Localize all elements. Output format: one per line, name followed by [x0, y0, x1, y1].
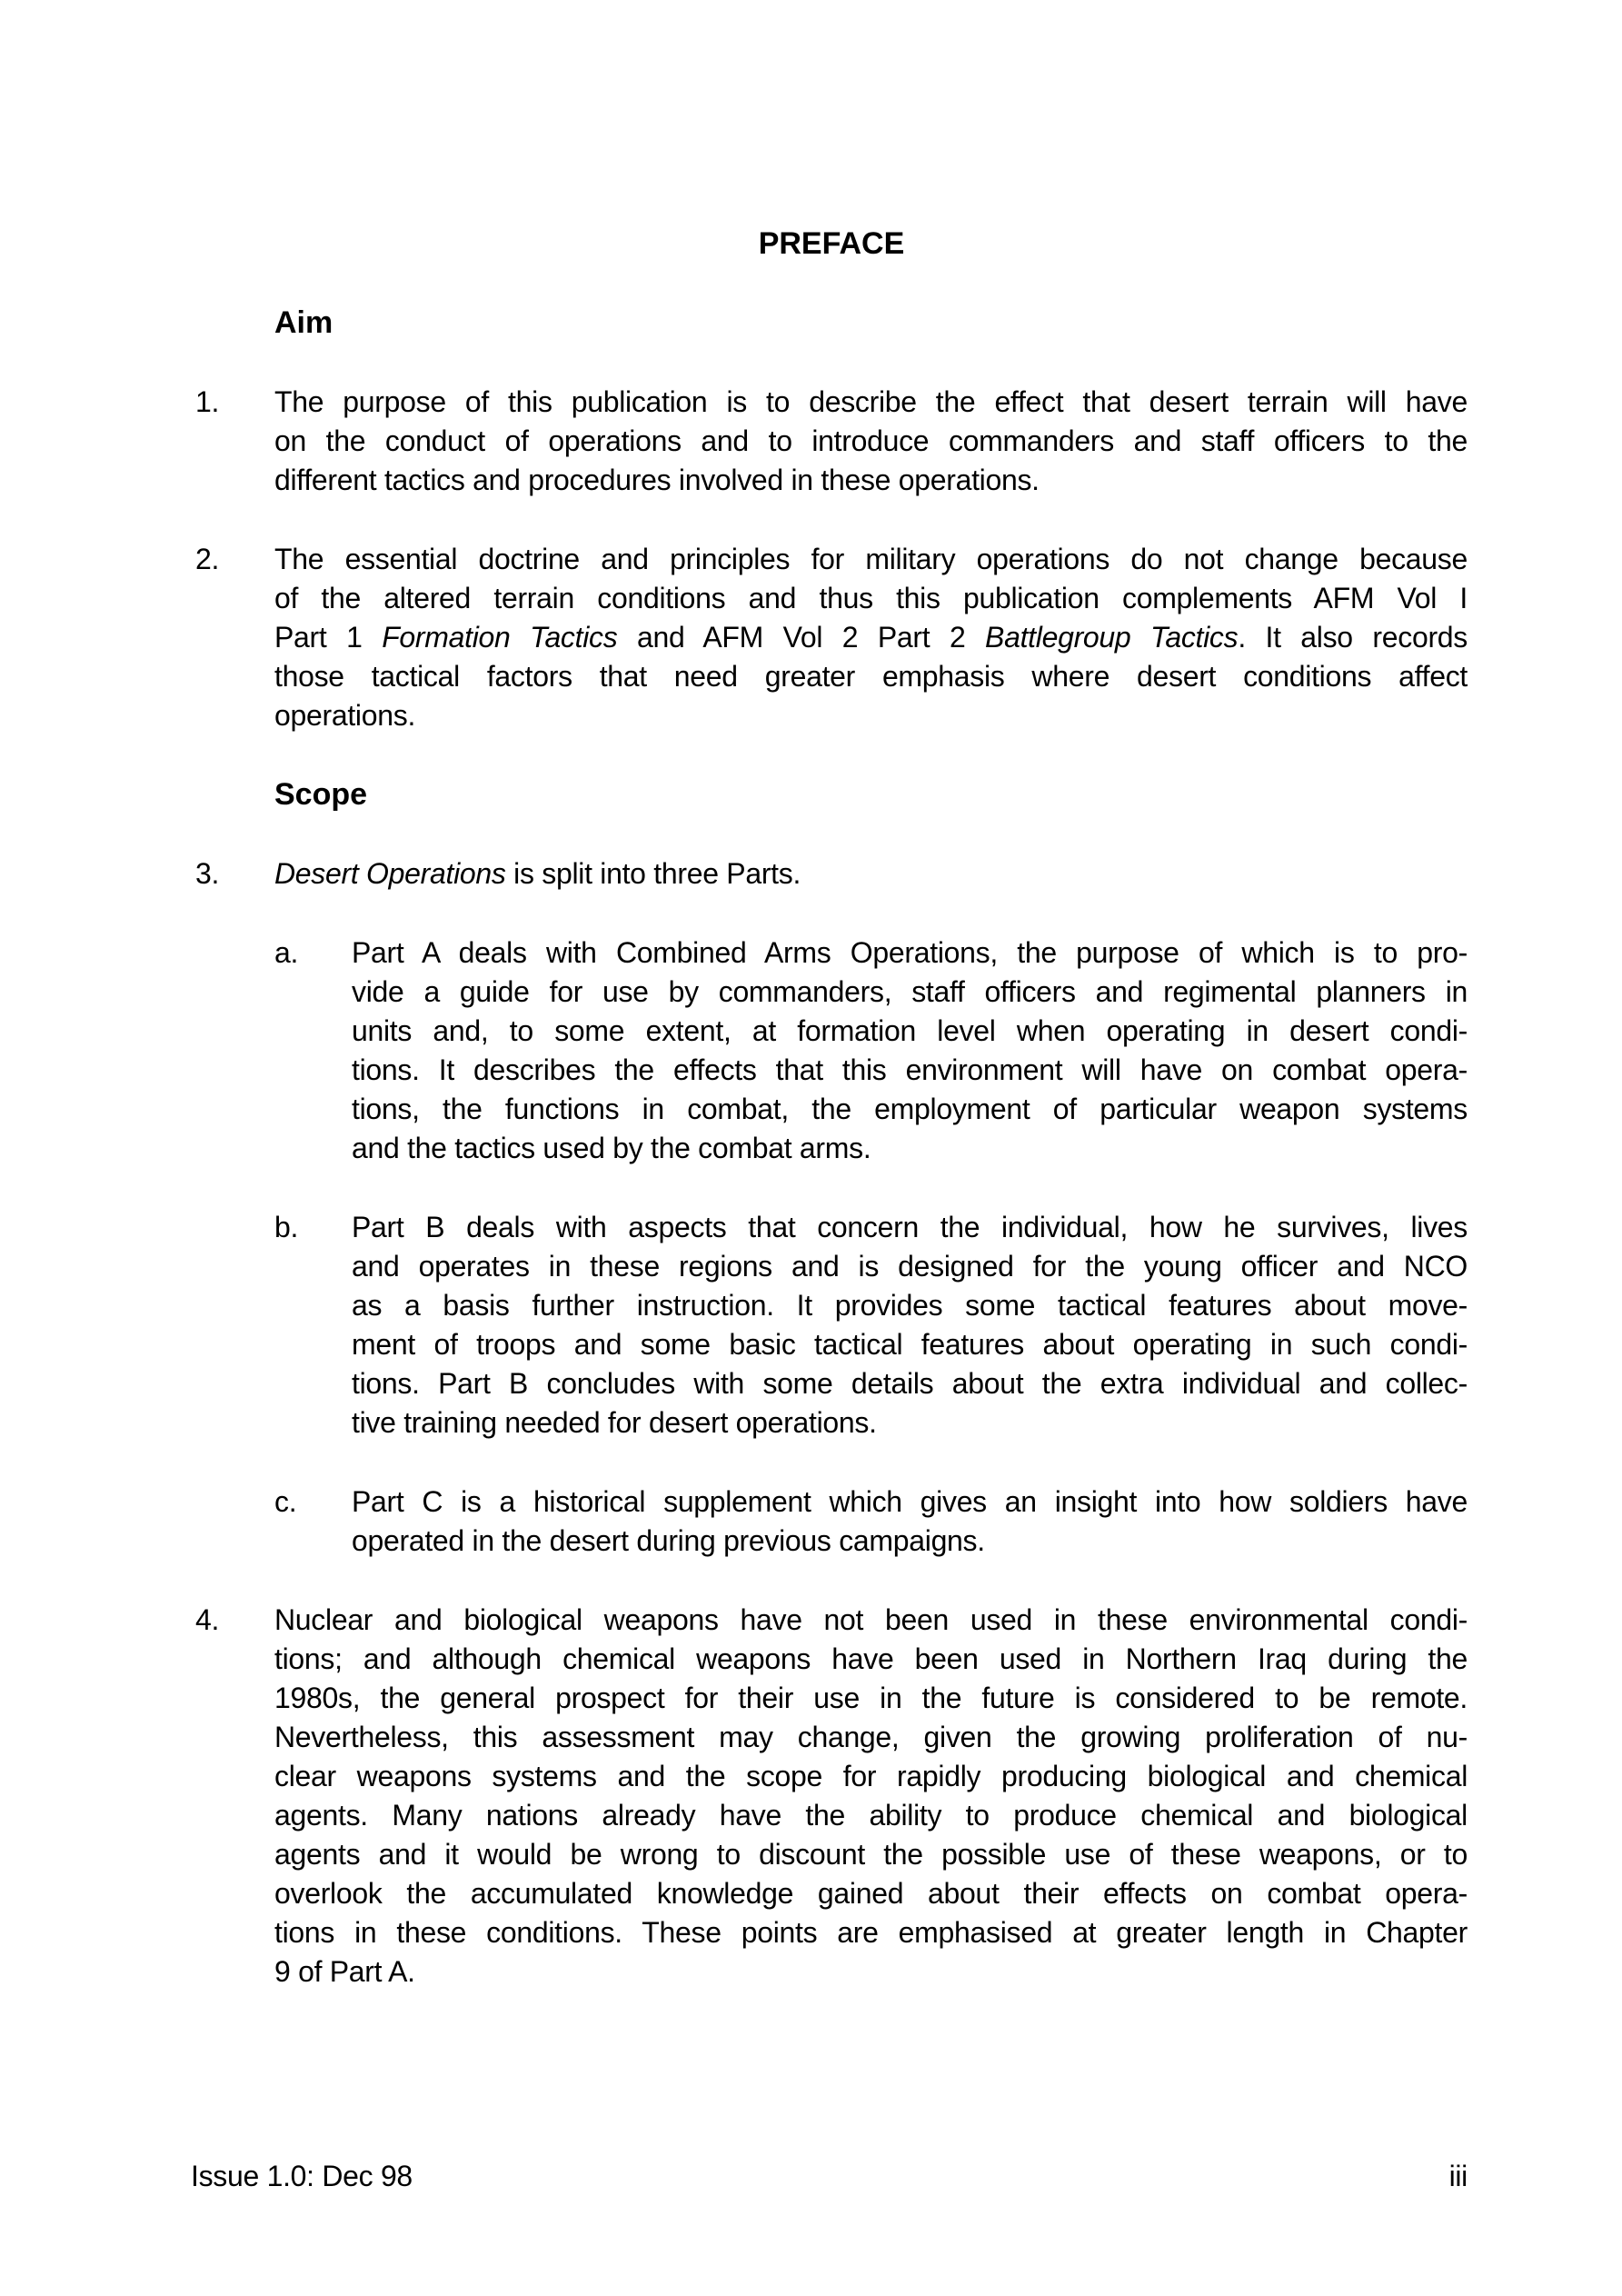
text-line: and the tactics used by the combat arms. [352, 1132, 871, 1164]
text-line: Nevertheless, this assessment may change, given the growing proliferation of nu- [274, 1721, 1468, 1753]
footer-issue-label: Issue 1.0: Dec 98 [191, 2160, 413, 2192]
item-text [274, 854, 1468, 893]
text-line: 1980s, the general prospect for their use in the future is considered to be remote. [274, 1682, 1468, 1714]
page-content [195, 225, 1468, 2031]
item-label: c. [274, 1485, 297, 1518]
text-line: operations. [274, 699, 416, 732]
item-text [274, 540, 1468, 735]
item-text [352, 1208, 1468, 1442]
text-line: and operates in these regions and is designed for the young officer and NCO [352, 1250, 1468, 1283]
item-label: a. [274, 936, 299, 969]
item-text [274, 383, 1468, 500]
item-label: 4. [195, 1603, 220, 1636]
text-line: overlook the accumulated knowledge gained about their effects on combat opera- [274, 1877, 1468, 1910]
text-line: as a basis further instruction. It provides some tactical features about move- [352, 1289, 1468, 1322]
text-line: 9 of Part A. [274, 1955, 415, 1988]
text-line: Part 1 Formation Tactics and AFM Vol 2 Part 2 Battlegroup Tactics. It also records [274, 621, 1468, 654]
item-label: b. [274, 1211, 299, 1243]
text-line: on the conduct of operations and to introduce commanders and staff officers to the [274, 424, 1468, 457]
text-line: tions, the functions in combat, the employment of particular weapon systems [352, 1093, 1468, 1125]
text-line: Desert Operations is split into three Parts. [274, 857, 801, 890]
text-line: clear weapons systems and the scope for rapidly producing biological and chemical [274, 1760, 1468, 1792]
text-line: Part C is a historical supplement which gives an insight into how soldiers have [352, 1485, 1468, 1518]
numbered-paragraph [195, 383, 1468, 500]
item-text [352, 1482, 1468, 1561]
sub-item [274, 1208, 1468, 1442]
page-title: PREFACE [758, 226, 905, 261]
text-line: tive training needed for desert operations. [352, 1406, 877, 1439]
text-line: Part B deals with aspects that concern the individual, how he survives, lives [352, 1211, 1468, 1243]
text-line: different tactics and procedures involved in these operations. [274, 464, 1040, 496]
text-line: tions. Part B concludes with some details about the extra individual and collec- [352, 1367, 1468, 1400]
text-line: vide a guide for use by commanders, staff officers and regimental planners in [352, 975, 1468, 1008]
numbered-paragraph [195, 540, 1468, 735]
text-line: those tactical factors that need greater emphasis where desert conditions affect [274, 660, 1468, 693]
item-label: 3. [195, 857, 220, 890]
text-line: tions; and although chemical weapons have been used in Northern Iraq during the [274, 1642, 1468, 1675]
section-heading: Aim [274, 305, 333, 340]
text-line: Part A deals with Combined Arms Operations, the purpose of which is to pro- [352, 936, 1468, 969]
text-line: The purpose of this publication is to describe the effect that desert terrain will have [274, 385, 1468, 418]
item-label: 1. [195, 385, 220, 418]
item-text [352, 933, 1468, 1168]
sub-item [274, 933, 1468, 1168]
text-line: Nuclear and biological weapons have not been used in these environmental condi- [274, 1603, 1468, 1636]
text-line: operated in the desert during previous campaigns. [352, 1524, 985, 1557]
item-text [274, 1601, 1468, 1992]
text-line: The essential doctrine and principles for military operations do not change because [274, 543, 1468, 575]
text-line: tions. It describes the effects that this environment will have on combat opera- [352, 1053, 1468, 1086]
text-line: of the altered terrain conditions and thus this publication complements AFM Vol I [274, 582, 1468, 614]
text-line: tions in these conditions. These points are emphasised at greater length in Chapter [274, 1916, 1468, 1949]
sub-item [274, 1482, 1468, 1561]
numbered-paragraph [195, 1601, 1468, 1992]
text-line: units and, to some extent, at formation level when operating in desert condi- [352, 1014, 1468, 1047]
footer-page-number: iii [1448, 2160, 1468, 2192]
text-line: agents. Many nations already have the ability to produce chemical and biological [274, 1799, 1468, 1832]
text-line: agents and it would be wrong to discount the possible use of these weapons, or to [274, 1838, 1468, 1871]
document-sections [195, 304, 1468, 1992]
item-label: 2. [195, 543, 220, 575]
section-heading: Scope [274, 777, 368, 812]
text-line: ment of troops and some basic tactical features about operating in such condi- [352, 1328, 1468, 1361]
numbered-paragraph [195, 854, 1468, 893]
page-footer [191, 2157, 1468, 2196]
